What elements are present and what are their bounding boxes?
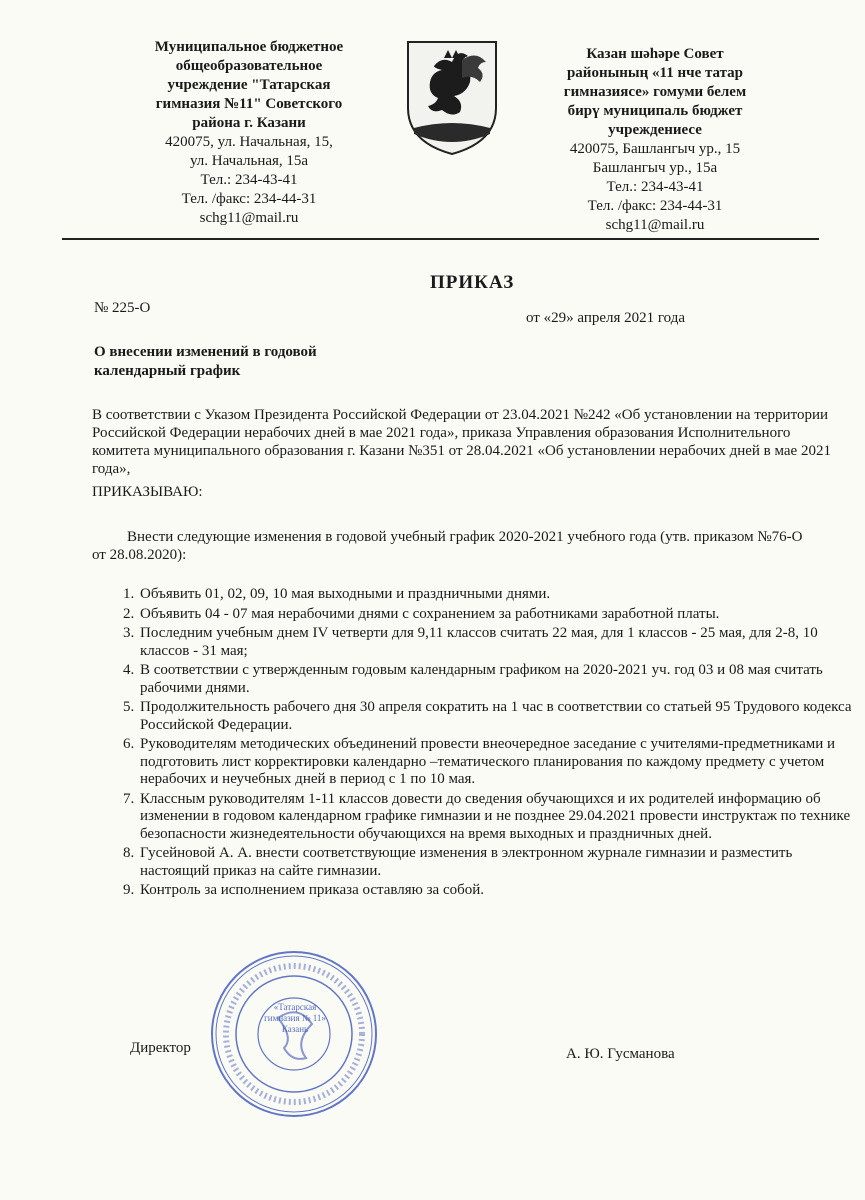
header-right-fax: Тел. /факс: 234-44-31	[587, 198, 723, 214]
order-preamble: В соответствии с Указом Президента Российской Федерации от 23.04.2021 №242 «Об установлении на территории Российской Федерации нерабочих дней в мае 2021 года», приказа Управления образования Исполнительного комитета муниципального образования г. Казани №351 от 28.04.2021 «Об установлении нерабочих дней в мае 2021 года»,	[92, 407, 831, 477]
document-title: ПРИКАЗ	[430, 272, 515, 293]
kazan-coat-of-arms-icon	[404, 38, 500, 156]
org-line: районының «11 нче татар	[566, 65, 744, 81]
header-left-phone: Тел.: 234-43-41	[200, 172, 298, 188]
org-line: гимназия №11" Советского	[155, 96, 343, 112]
order-item: 5. Продолжительность рабочего дня 30 апреля сократить на 1 час в соответствии со статьей 95 Трудового кодекса Российской Федерации.	[138, 699, 858, 734]
header-right-org	[530, 45, 780, 140]
org-line: учреждениесе	[608, 122, 702, 138]
order-items-list	[110, 586, 858, 902]
order-number: № 225-О	[94, 300, 151, 316]
header-right-address: 420075, Башлангыч ур., 15	[569, 141, 741, 157]
order-item: 6. Руководителям методических объединений провести внеочередное заседание с учителями-предметниками и подготовить лист корректировки календарно –тематического планирования по каждому предмету с учетом нерабочих и неучебных дней в период с 1 по 10 мая.	[138, 736, 858, 789]
header-right-email: schg11@mail.ru	[605, 217, 705, 233]
org-line: Казан шәһәре Совет	[586, 46, 724, 62]
signature-name: А. Ю. Гусманова	[566, 1046, 675, 1062]
order-subject: О внесении изменений в годовой календарный график	[94, 344, 317, 379]
signature-role: Директор	[130, 1040, 191, 1056]
header-divider	[62, 238, 819, 240]
org-line: бирү муниципаль бюджет	[567, 103, 743, 119]
order-item: 1. Объявить 01, 02, 09, 10 мая выходными и праздничными днями.	[138, 586, 858, 604]
seal-caption: «Татарская гимназия № 11» Казань	[264, 1002, 326, 1034]
order-item: 4. В соответствии с утвержденным годовым календарным графиком на 2020-2021 уч. год 03 и 08 мая считать рабочими днями.	[138, 662, 858, 697]
org-line: учреждение "Татарская	[167, 77, 331, 93]
header-left-org	[120, 38, 378, 133]
header-left-email: schg11@mail.ru	[199, 210, 299, 226]
header-right-address: Башлангыч ур., 15а	[592, 160, 718, 176]
header-right-phone: Тел.: 234-43-41	[606, 179, 704, 195]
org-line: общеобразовательное	[175, 58, 323, 74]
org-line: района г. Казани	[192, 115, 306, 131]
order-item: 8. Гусейновой А. А. внести соответствующие изменения в электронном журнале гимназии и разместить настоящий приказ на сайте гимназии.	[138, 845, 858, 880]
org-line: Муниципальное бюджетное	[154, 39, 344, 55]
order-date: от «29» апреля 2021 года	[526, 310, 686, 326]
header-left-fax: Тел. /факс: 234-44-31	[181, 191, 317, 207]
order-item: 7. Классным руководителям 1-11 классов довести до сведения обучающихся и их родителей информацию об изменении в годовом календарном графике гимназии и не позднее 29.04.2021 провести инструктаж по технике безопасности жизнедеятельности обучающихся на время выходных и праздничных дней.	[138, 791, 858, 844]
order-item: 2. Объявить 04 - 07 мая нерабочими днями с сохранением за работниками заработной платы.	[138, 606, 858, 624]
order-intro: Внести следующие изменения в годовой учебный график 2020-2021 учебного года (утв. приказом №76-О от 28.08.2020):	[92, 529, 803, 563]
header-right-block	[530, 45, 780, 235]
org-line: гимназиясе» гомуми белем	[563, 84, 747, 100]
header-left-block	[120, 38, 378, 228]
order-directive: ПРИКАЗЫВАЮ:	[92, 484, 203, 500]
header-left-address: 420075, ул. Начальная, 15,	[165, 134, 333, 150]
order-item: 3. Последним учебным днем IV четверти для 9,11 классов считать 22 мая, для 1 классов - 25 мая, для 2-8, 10 классов - 31 мая;	[138, 625, 858, 660]
order-item: 9. Контроль за исполнением приказа оставляю за собой.	[138, 882, 858, 900]
header-left-address: ул. Начальная, 15а	[189, 153, 309, 169]
